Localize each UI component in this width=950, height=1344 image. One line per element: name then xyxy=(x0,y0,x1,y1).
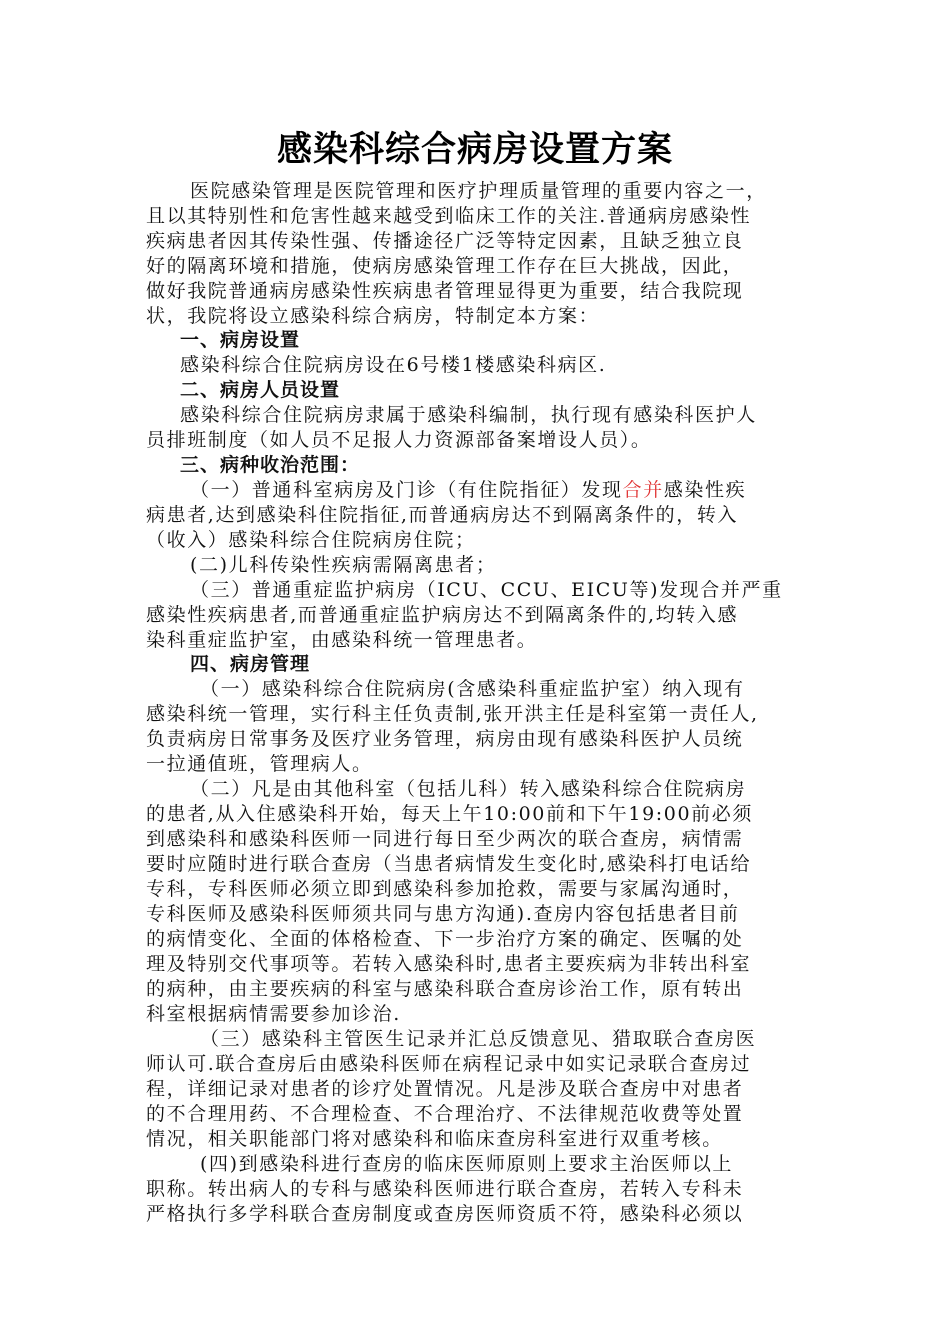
paragraph-line: 的患者,从入住感染科开始，每天上午10:00前和下午19:00前必须 xyxy=(146,803,753,825)
paragraph-line: （三）普通重症监护病房（ICU、CCU、EICU等)发现合并严重 xyxy=(190,579,783,601)
line-text: （一）普通科室病房及门诊（有住院指征）发现 xyxy=(190,479,623,501)
paragraph-line: （收入）感染科综合住院病房住院； xyxy=(146,529,476,551)
paragraph-line xyxy=(190,477,746,503)
paragraph-line: 负责病房日常事务及医疗业务管理，病房由现有感染科医护人员统 xyxy=(146,728,744,750)
document-title: 感染科综合病房设置方案 xyxy=(276,130,673,170)
paragraph-line: 职称。转出病人的专科与感染科医师进行联合查房，若转入专科未 xyxy=(146,1178,744,1200)
paragraph-line: 感染科综合住院病房隶属于感染科编制，执行现有感染科医护人 xyxy=(180,404,757,426)
paragraph-line: 要时应随时进行联合查房（当患者病情发生变化时,感染科打电话给 xyxy=(146,853,752,875)
paragraph-line: （三）感染科主管医生记录并汇总反馈意见、猎取联合查房医 xyxy=(200,1028,757,1050)
line-text: 感染性疾 xyxy=(663,479,747,501)
highlighted-text: 合并 xyxy=(622,479,664,501)
paragraph-line: （二）凡是由其他科室（包括儿科）转入感染科综合住院病房 xyxy=(190,778,747,800)
paragraph-line: 严格执行多学科联合查房制度或查房医师资质不符，感染科必须以 xyxy=(146,1203,744,1225)
section-heading: 四、病房管理 xyxy=(190,653,311,675)
section-heading: 二、病房人员设置 xyxy=(180,379,341,401)
paragraph-line: 医院感染管理是医院管理和医疗护理质量管理的重要内容之一， xyxy=(190,180,767,202)
paragraph-line: 程，详细记录对患者的诊疗处置情况。凡是涉及联合查房中对患者 xyxy=(146,1078,744,1100)
paragraph-line: 员排班制度（如人员不足报人力资源部备案增设人员）。 xyxy=(146,429,652,451)
paragraph-line: 师认可.联合查房后由感染科医师在病程记录中如实记录联合查房过 xyxy=(146,1053,752,1075)
paragraph-line: 专科，专科医师必须立即到感染科参加抢救，需要与家属沟通时， xyxy=(146,878,744,900)
paragraph-line: 感染科统一管理，实行科主任负责制,张开洪主任是科室第一责任人, xyxy=(146,703,759,725)
paragraph-line: 科室根据病情需要参加诊治. xyxy=(146,1003,401,1025)
paragraph-line: 病患者,达到感染科住院指征,而普通病房达不到隔离条件的，转入 xyxy=(146,504,739,526)
paragraph-line: 且以其特别性和危害性越来越受到临床工作的关注.普通病房感染性 xyxy=(146,205,752,227)
paragraph-line: 情况，相关职能部门将对感染科和临床查房科室进行双重考核。 xyxy=(146,1128,723,1150)
paragraph-line: 的病情变化、全面的体格检查、下一步治疗方案的确定、医嘱的处 xyxy=(146,928,744,950)
paragraph-line: 的病种，由主要疾病的科室与感染科联合查房诊治工作，原有转出 xyxy=(146,978,744,1000)
paragraph-line: 专科医师及感染科医师须共同与患方沟通).查房内容包括患者目前 xyxy=(146,903,740,925)
paragraph-line: 的不合理用药、不合理检查、不合理治疗、不法律规范收费等处置 xyxy=(146,1103,744,1125)
section-heading: 一、病房设置 xyxy=(180,329,301,351)
paragraph-line: 到感染科和感染科医师一同进行每日至少两次的联合查房，病情需 xyxy=(146,828,744,850)
paragraph-line: 做好我院普通病房感染性疾病患者管理显得更为重要，结合我院现 xyxy=(146,280,744,302)
paragraph-line: (四)到感染科进行查房的临床医师原则上要求主治医师以上 xyxy=(200,1153,734,1175)
paragraph-line: 染科重症监护室，由感染科统一管理患者。 xyxy=(146,629,538,651)
paragraph-line: （一）感染科综合住院病房(含感染科重症监护室）纳入现有 xyxy=(200,678,745,700)
paragraph-line: 疾病患者因其传染性强、传播途径广泛等特定因素，且缺乏独立良 xyxy=(146,230,744,252)
paragraph-line: 感染性疾病患者,而普通重症监护病房达不到隔离条件的,均转入感 xyxy=(146,604,739,626)
paragraph-line: 好的隔离环境和措施，使病房感染管理工作存在巨大挑战，因此， xyxy=(146,255,744,277)
paragraph-line: 一拉通值班，管理病人。 xyxy=(146,753,373,775)
paragraph-line: 感染科综合住院病房设在6号楼1楼感染科病区. xyxy=(180,354,607,376)
paragraph-line: (二)儿科传染性疾病需隔离患者； xyxy=(190,554,497,576)
paragraph-line: 理及特别交代事项等。若转入感染科时,患者主要疾病为非转出科室 xyxy=(146,953,752,975)
section-heading: 三、病种收治范围： xyxy=(180,454,361,476)
paragraph-line: 状，我院将设立感染科综合病房，特制定本方案： xyxy=(146,305,600,327)
